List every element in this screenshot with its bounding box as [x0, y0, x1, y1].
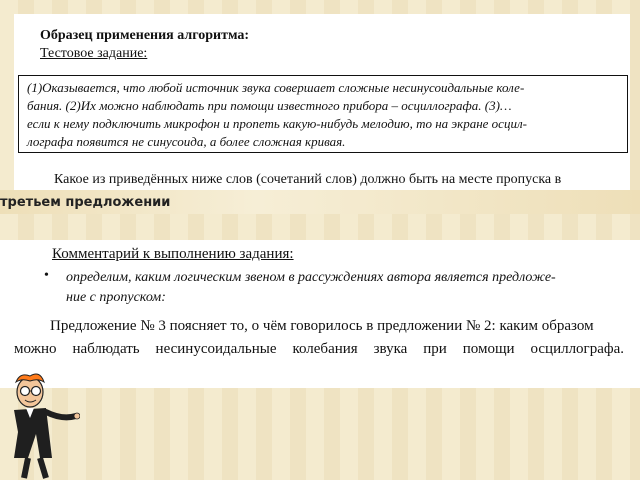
task-line: лографа появится не синусоида, а более сложная кривая.	[27, 134, 346, 149]
algorithm-title: Образец применения алгоритма:	[40, 28, 250, 43]
paragraph-line: можно наблюдать несинусоидальные колебания звука при помощи осциллографа.	[14, 341, 624, 357]
bullet-line: определим, каким логическим звеном в рассуждениях автора является предложе-	[66, 270, 556, 285]
bullet-line: ние с пропуском:	[66, 290, 166, 305]
comment-title: Комментарий к выполнению задания:	[52, 246, 294, 262]
question-text: Какое из приведённых ниже слов (сочетаний слов) должно быть на месте пропуска в	[54, 172, 562, 187]
bullet-marker: •	[44, 268, 49, 283]
professor-character-illustration	[0, 372, 80, 480]
caption-band-text: третьем предложении	[0, 195, 171, 210]
task-text-box	[18, 75, 628, 153]
task-line: бания. (2)Их можно наблюдать при помощи известного прибора – осциллографа. (3)…	[27, 98, 512, 113]
test-task-subtitle: Тестовое задание:	[40, 46, 148, 61]
task-line: если к нему подключить микрофон и пропеть какую-нибудь мелодию, то на экране осцил-	[27, 116, 527, 131]
task-line: (1)Оказывается, что любой источник звука совершает сложные несинусоидальные коле-	[27, 80, 525, 95]
paragraph-line: Предложение № 3 поясняет то, о чём говорилось в предложении № 2: каким образом	[50, 318, 594, 334]
